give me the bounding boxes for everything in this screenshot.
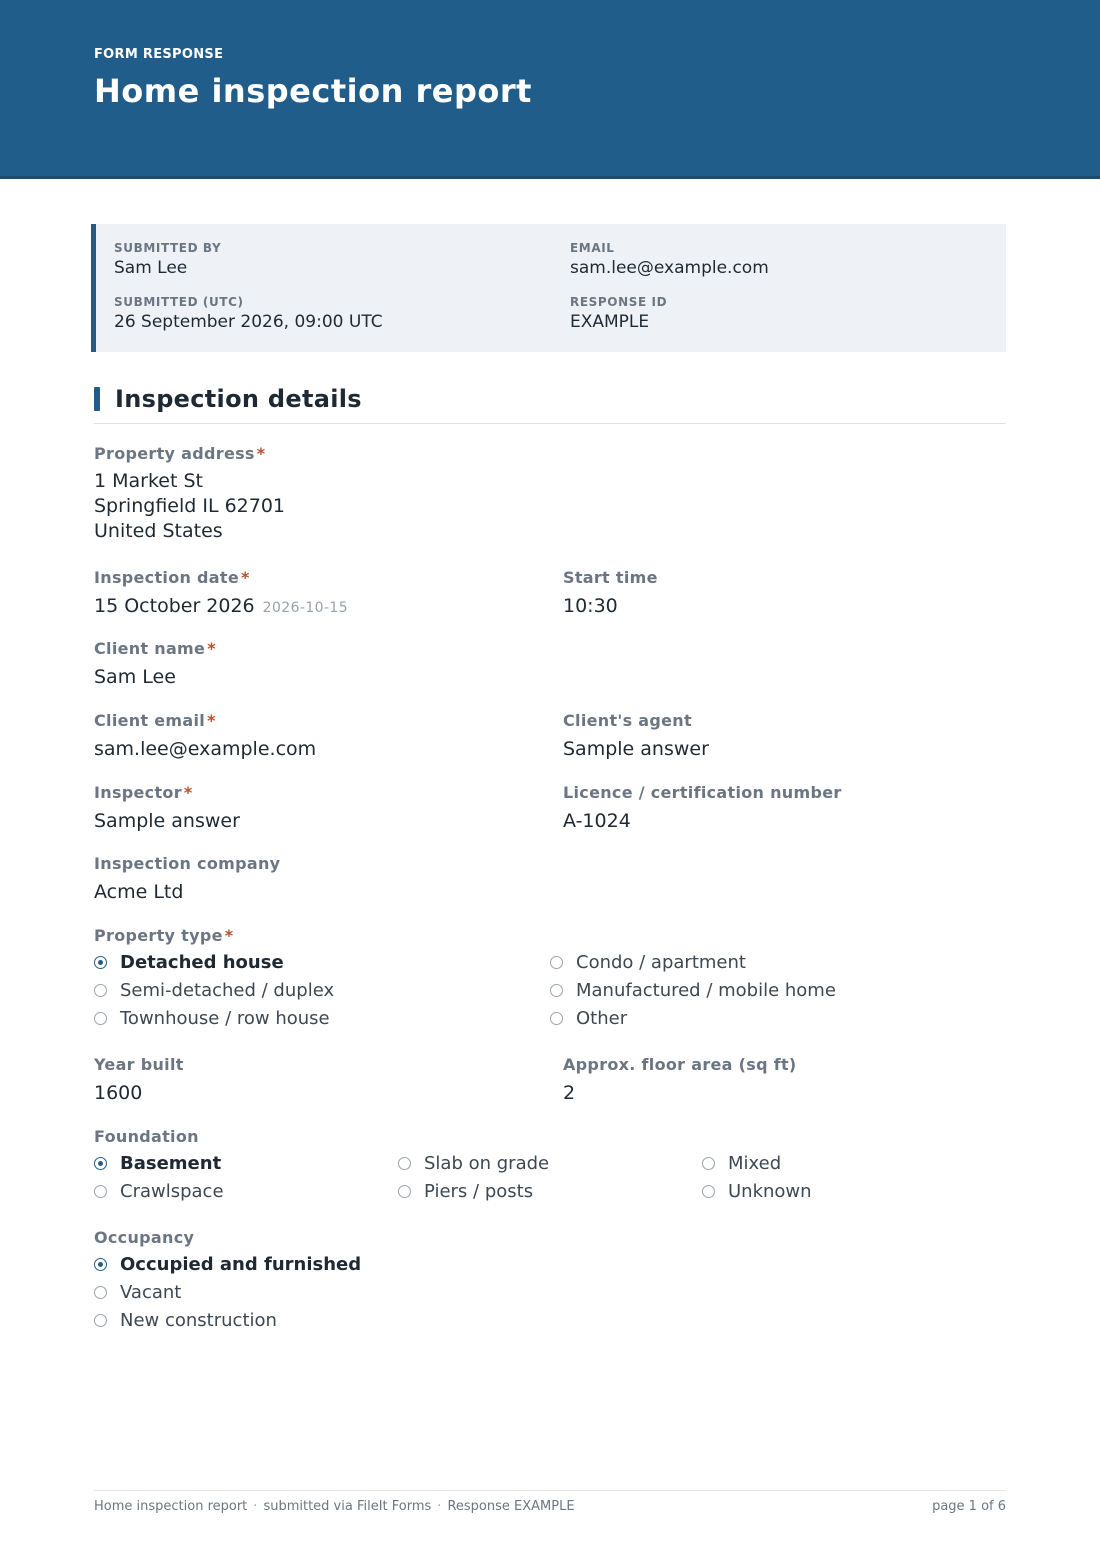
field-label: Client name * — [94, 639, 216, 658]
required-marker: * — [241, 568, 250, 587]
licence-number-value: A-1024 — [563, 810, 631, 832]
footer-response: Response EXAMPLE — [447, 1499, 575, 1514]
field-label: Inspection company — [94, 854, 281, 873]
required-marker: * — [183, 783, 193, 802]
submission-meta-box — [91, 224, 1006, 352]
section-heading — [94, 383, 1006, 424]
address-line-1: 1 Market St — [94, 470, 203, 492]
section-accent-bar — [94, 387, 100, 411]
section-title: Inspection details — [115, 385, 362, 413]
email-label: EMAIL — [570, 241, 615, 255]
radio-icon[interactable] — [550, 1012, 563, 1025]
footer-doc-name: Home inspection report — [94, 1499, 248, 1514]
page-number: page 1 of 6 — [932, 1499, 1006, 1514]
start-time-value: 10:30 — [563, 595, 618, 617]
header-banner — [0, 0, 1100, 179]
response-id-label: RESPONSE ID — [570, 295, 668, 309]
field-year-built — [94, 1055, 184, 1106]
field-label: Client's agent — [563, 711, 692, 730]
field-licence-number — [563, 783, 842, 834]
field-occupancy — [94, 1228, 194, 1248]
address-line-3: United States — [94, 520, 223, 542]
option-label: Semi-detached / duplex — [120, 980, 335, 1001]
footer-separator: · — [437, 1499, 442, 1514]
field-client-name — [94, 639, 216, 690]
radio-icon[interactable] — [398, 1157, 411, 1170]
field-label: Client email * — [94, 711, 216, 730]
field-inspection-company — [94, 854, 280, 905]
submitted-by — [114, 241, 221, 280]
field-label: Year built — [94, 1055, 184, 1074]
radio-icon[interactable] — [550, 956, 563, 969]
option-label: Piers / posts — [424, 1181, 534, 1202]
field-client-email — [94, 711, 316, 762]
page-footer — [94, 1490, 1006, 1514]
field-label: Licence / certification number — [563, 783, 842, 802]
submitted-utc-label: SUBMITTED (UTC) — [114, 295, 244, 309]
field-foundation — [94, 1127, 199, 1147]
submitted-utc-value: 26 September 2026, 09:00 UTC — [114, 312, 383, 332]
option-label: Other — [576, 1008, 628, 1029]
field-label: Occupancy — [94, 1228, 195, 1247]
radio-icon[interactable] — [94, 1258, 107, 1271]
radio-icon[interactable] — [94, 1012, 107, 1025]
inspection-company-value: Acme Ltd — [94, 881, 184, 903]
required-marker: * — [207, 639, 216, 658]
radio-icon[interactable] — [702, 1185, 715, 1198]
radio-icon[interactable] — [398, 1185, 411, 1198]
footer-info — [94, 1499, 575, 1514]
inspection-date-value: 15 October 2026 2026-10-15 — [94, 595, 349, 617]
field-label: Approx. floor area (sq ft) — [563, 1055, 797, 1074]
submitted-utc — [114, 295, 383, 334]
field-label: Property type * — [94, 926, 234, 945]
clients-agent-value: Sample answer — [563, 738, 709, 760]
field-label: Inspector * — [94, 783, 193, 802]
footer-via: submitted via FileIt Forms — [263, 1499, 432, 1514]
required-marker: * — [207, 711, 216, 730]
address-line-2: Springfield IL 62701 — [94, 495, 286, 517]
field-property-address — [94, 444, 285, 544]
option-label: Mixed — [728, 1153, 782, 1174]
radio-icon[interactable] — [94, 1286, 107, 1299]
option-label: Detached house — [120, 952, 284, 973]
option-label: New construction — [120, 1310, 277, 1331]
submitted-by-label: SUBMITTED BY — [114, 241, 222, 255]
option-label: Vacant — [120, 1282, 182, 1303]
field-clients-agent — [563, 711, 709, 762]
form-response-eyebrow: FORM RESPONSE — [94, 47, 224, 62]
radio-icon[interactable] — [550, 984, 563, 997]
inspection-date-iso: 2026-10-15 — [262, 600, 349, 616]
radio-icon[interactable] — [94, 1185, 107, 1198]
field-inspector — [94, 783, 240, 834]
email-value: sam.lee@example.com — [570, 258, 769, 278]
radio-icon[interactable] — [94, 1314, 107, 1327]
property-address-value — [94, 469, 285, 544]
submitted-by-value: Sam Lee — [114, 258, 188, 278]
field-label: Foundation — [94, 1127, 199, 1146]
option-label: Basement — [120, 1153, 222, 1174]
field-floor-area — [563, 1055, 797, 1106]
option-label: Slab on grade — [424, 1153, 550, 1174]
client-name-value: Sam Lee — [94, 666, 176, 688]
submitter-email — [570, 241, 769, 280]
client-email-value: sam.lee@example.com — [94, 738, 317, 760]
radio-icon[interactable] — [94, 1157, 107, 1170]
year-built-value: 1600 — [94, 1082, 143, 1104]
option-label: Occupied and furnished — [120, 1254, 362, 1275]
option-label: Unknown — [728, 1181, 812, 1202]
required-marker: * — [224, 926, 234, 945]
option-label: Condo / apartment — [576, 952, 746, 973]
footer-separator: · — [253, 1499, 258, 1514]
field-property-type — [94, 926, 233, 946]
field-label: Property address * — [94, 444, 266, 463]
floor-area-value: 2 — [563, 1082, 576, 1104]
radio-icon[interactable] — [94, 956, 107, 969]
option-label: Crawlspace — [120, 1181, 224, 1202]
field-label: Inspection date * — [94, 568, 250, 587]
field-label: Start time — [563, 568, 658, 587]
option-label: Townhouse / row house — [120, 1008, 330, 1029]
radio-icon[interactable] — [702, 1157, 715, 1170]
field-start-time — [563, 568, 658, 619]
field-inspection-date — [94, 568, 348, 621]
response-id-value: EXAMPLE — [570, 312, 650, 332]
option-label: Manufactured / mobile home — [576, 980, 836, 1001]
radio-icon[interactable] — [94, 984, 107, 997]
required-marker: * — [256, 444, 266, 463]
inspector-value: Sample answer — [94, 810, 240, 832]
response-id — [570, 295, 667, 334]
page-title: Home inspection report — [94, 72, 532, 110]
